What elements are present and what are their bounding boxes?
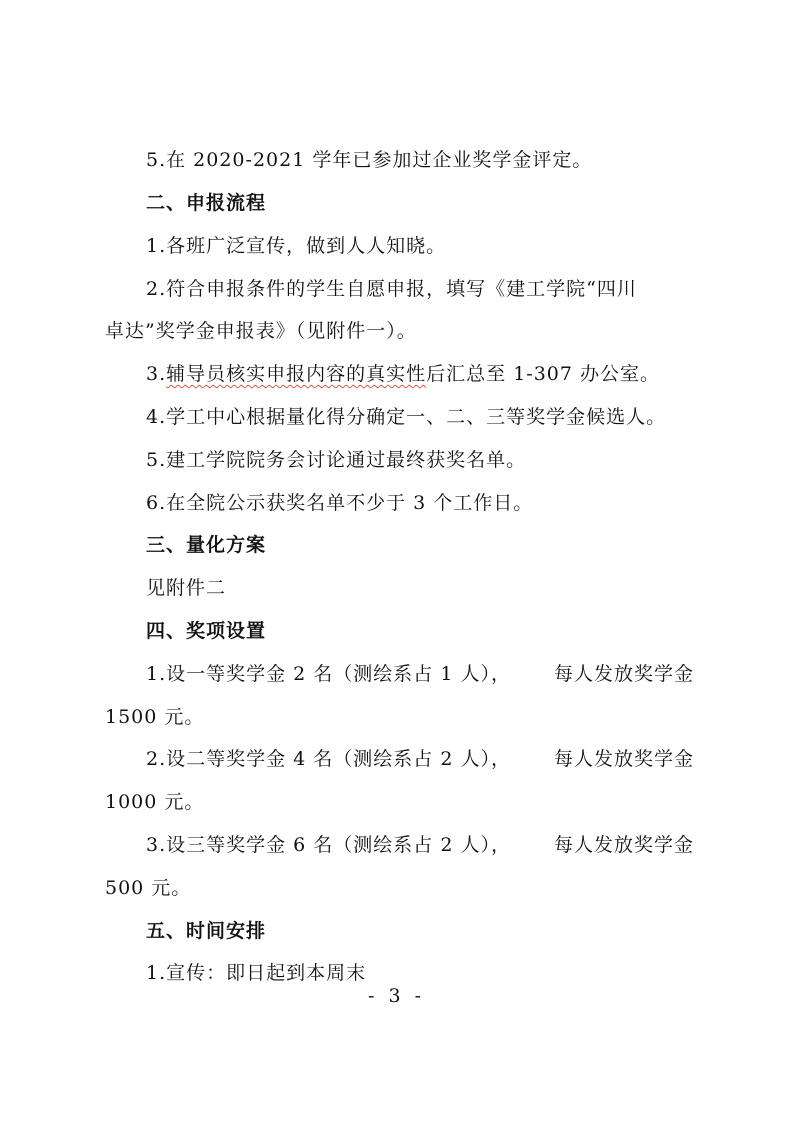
award-item-2-payout-label: 每人发放奖学金 [553,748,694,770]
process-step-2-continued: 卓达”奖学金申报表》（见附件一）。 [105,320,417,342]
process-step-5: 5.建工学院院务会讨论通过最终获奖名单。 [146,449,527,471]
award-item-1-quota: 1.设一等奖学金 2 名（测绘系占 1 人）， [146,663,511,685]
section-heading-application-process: 二、申报流程 [146,192,267,214]
page-number: - 3 - [367,985,425,1007]
award-item-3-quota: 3.设三等奖学金 6 名（测绘系占 2 人）， [146,834,511,856]
process-step-3 [146,361,736,387]
quantification-reference: 见附件二 [146,577,227,599]
award-item-3 [146,832,694,858]
section-heading-award-settings: 四、奖项设置 [146,620,267,642]
award-item-3-amount: 500 元。 [105,877,192,899]
eligibility-item-5: 5.在 2020-2021 学年已参加过企业奖学金评定。 [146,149,593,171]
process-step-2: 2.符合申报条件的学生自愿申报，填写《建工学院“四川 [146,278,637,300]
award-item-1 [146,661,694,687]
award-item-2 [146,746,694,772]
award-item-2-amount: 1000 元。 [105,791,205,813]
schedule-item-1: 1.宣传：即日起到本周末 [146,962,367,984]
award-item-1-payout-label: 每人发放奖学金 [553,663,694,685]
award-item-3-payout-label: 每人发放奖学金 [553,834,694,856]
award-item-1-amount: 1500 元。 [105,706,205,728]
process-step-6: 6.在全院公示获奖名单不少于 3 个工作日。 [146,492,534,514]
process-step-3-rest: 后汇总至 1-307 办公室。 [426,363,661,385]
section-heading-quantification-plan: 三、量化方案 [146,534,267,556]
process-step-1: 1.各班广泛宣传，做到人人知晓。 [146,235,447,257]
award-item-2-quota: 2.设二等奖学金 4 名（测绘系占 2 人）， [146,748,511,770]
section-heading-schedule: 五、时间安排 [146,920,267,942]
process-step-4: 4.学工中心根据量化得分确定一、二、三等奖学金候选人。 [146,406,667,428]
process-step-3-number: 3. [146,363,167,385]
process-step-3-underlined-text: 辅导员核实申报内容的真实性 [166,363,427,385]
